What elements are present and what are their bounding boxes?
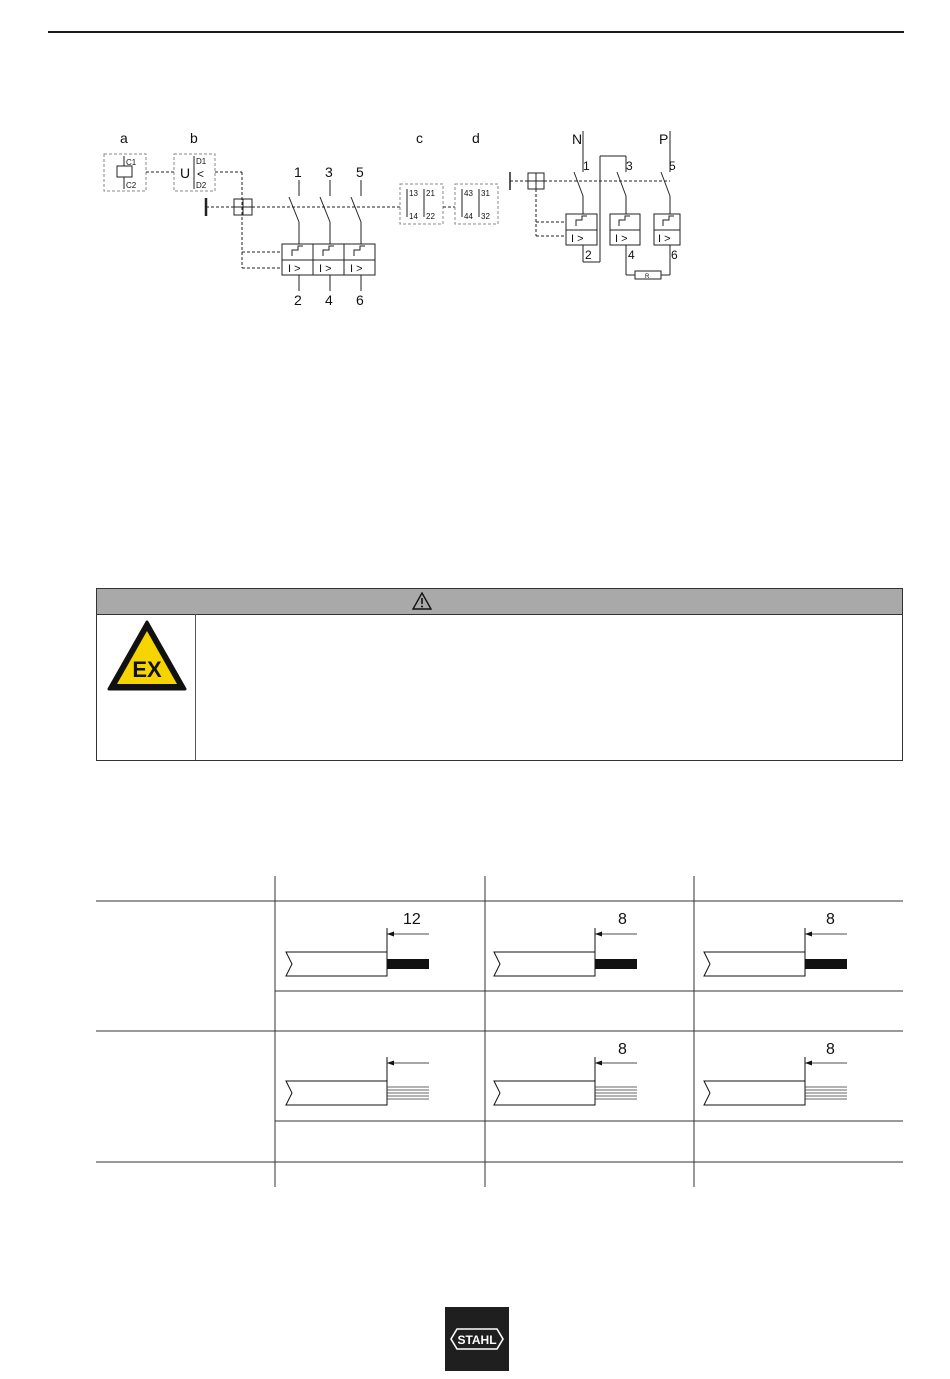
contact-c-14: 14 [409, 212, 418, 221]
strip-length-table [96, 876, 904, 1188]
terminal-1: 1 [294, 164, 302, 180]
release-d2: D2 [196, 181, 207, 190]
strip-length-5: 8 [618, 1041, 627, 1058]
terminal-2: 2 [294, 292, 302, 308]
right-terminal-2: 2 [585, 248, 592, 262]
label-d: d [472, 130, 480, 146]
ex-sign-text: EX [132, 657, 162, 682]
ex-hazard-icon [106, 619, 188, 693]
contact-c-box [400, 184, 443, 224]
contact-d-box [455, 184, 498, 224]
row-solid [286, 928, 847, 976]
overcurrent-3: I > [350, 263, 363, 275]
right-terminal-4: 4 [628, 248, 635, 262]
label-n: N [572, 131, 583, 147]
terminal-3: 3 [325, 164, 333, 180]
overcurrent-2: I > [319, 263, 332, 275]
coil-c2: C2 [126, 181, 137, 190]
terminal-5: 5 [356, 164, 364, 180]
terminal-4: 4 [325, 292, 333, 308]
label-a: a [120, 130, 128, 146]
terminal-6: 6 [356, 292, 364, 308]
logo-text: STAHL [457, 1333, 497, 1347]
solid-cable-1 [286, 928, 429, 976]
right-terminal-6: 6 [671, 248, 678, 262]
right-terminal-5: 5 [669, 159, 676, 173]
release-u: U [180, 165, 191, 181]
label-b: b [190, 130, 198, 146]
strip-length-3: 8 [826, 911, 835, 928]
stahl-logo [445, 1307, 509, 1371]
warning-box [96, 588, 903, 761]
right-terminal-1: 1 [583, 159, 590, 173]
release-d1: D1 [196, 157, 207, 166]
contact-d-43: 43 [464, 189, 473, 198]
right-overcurrent-1: I > [571, 233, 584, 245]
label-p: P [659, 131, 669, 147]
strand-cable-2 [494, 1057, 637, 1105]
strand-cable-3 [704, 1057, 847, 1105]
overcurrent-1: I > [288, 263, 301, 275]
row-stranded [286, 1057, 847, 1105]
strip-length-1: 12 [403, 911, 421, 928]
strip-length-2: 8 [618, 911, 627, 928]
contact-c-21: 21 [426, 189, 435, 198]
warning-sign-cell [97, 614, 196, 760]
strip-length-6: 8 [826, 1041, 835, 1058]
contact-c-13: 13 [409, 189, 418, 198]
stahl-logo-icon [445, 1307, 509, 1371]
warning-header [97, 589, 902, 615]
coil-a-box [104, 154, 146, 191]
right-overcurrent-3: I > [658, 233, 671, 245]
coil-c1: C1 [126, 158, 137, 167]
contact-d-44: 44 [464, 212, 473, 221]
contact-d-31: 31 [481, 189, 490, 198]
solid-cable-3 [704, 928, 847, 976]
contact-d-32: 32 [481, 212, 490, 221]
label-c: c [416, 130, 423, 146]
strand-cable-1 [286, 1057, 429, 1105]
header-rule [48, 31, 904, 33]
solid-cable-2 [494, 928, 637, 976]
warning-triangle-icon [412, 592, 432, 610]
contact-c-22: 22 [426, 212, 435, 221]
right-terminal-3: 3 [626, 159, 633, 173]
right-overcurrent-2: I > [615, 233, 628, 245]
release-sign: < [197, 167, 205, 181]
resistor-label: R [645, 274, 650, 280]
circuit-diagram [95, 125, 695, 315]
